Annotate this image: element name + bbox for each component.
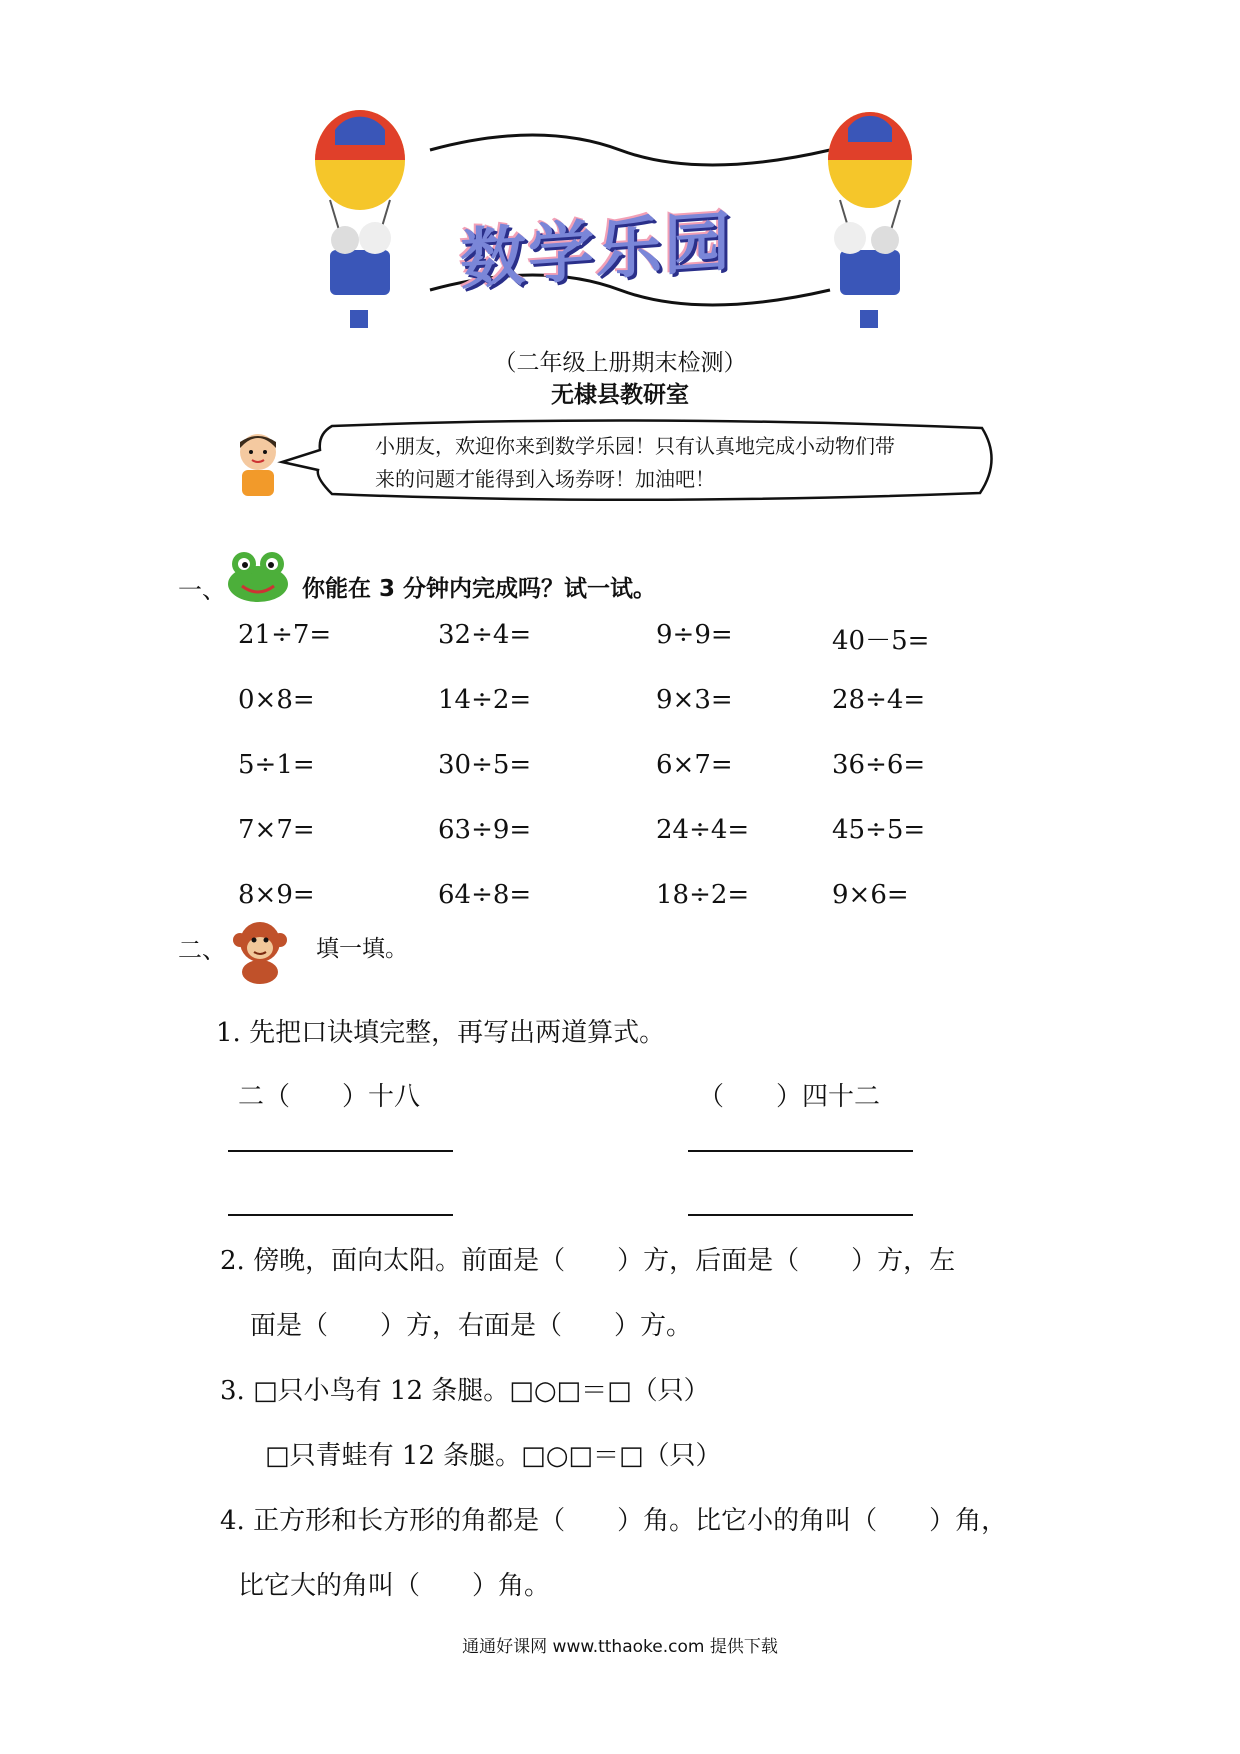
arithmetic-item: 28÷4= [832, 685, 926, 715]
q1-right-rhyme: （ ）四十二 [698, 1082, 881, 1112]
intro-line-1: 小朋友，欢迎你来到数学乐园！只有认真地完成小动物们带 [375, 434, 895, 458]
intro-text [375, 430, 975, 496]
arithmetic-item: 36÷6= [832, 750, 926, 780]
q2-line-2: 面是（ ）方，右面是（ ）方。 [250, 1311, 693, 1341]
q4-line-1: 4. 正方形和长方形的角都是（ ）角。比它小的角叫（ ）角， [220, 1506, 1008, 1536]
arithmetic-item: 45÷5= [832, 815, 926, 845]
exam-author: 无棣县教研室 [551, 382, 689, 408]
monkey-icon [228, 916, 292, 984]
q1-text: 1. 先把口诀填完整，再写出两道算式。 [216, 1018, 666, 1048]
arithmetic-item: 18÷2= [656, 880, 750, 910]
arithmetic-item: 40－5= [832, 626, 930, 656]
exam-subtitle: （二年级上册期末检测） [493, 350, 747, 376]
arithmetic-item: 0×8= [238, 685, 315, 715]
left-balloon-icon [315, 110, 405, 328]
q2-line-1: 2. 傍晚，面向太阳。前面是（ ）方，后面是（ ）方，左 [220, 1246, 956, 1276]
arithmetic-item: 32÷4= [438, 620, 532, 650]
intro-line-2: 来的问题才能得到入场券呀！加油吧！ [375, 467, 715, 491]
right-balloon-icon [828, 112, 912, 328]
answer-line[interactable] [688, 1150, 913, 1152]
section2-number: 二、 [178, 936, 226, 964]
frog-icon [220, 548, 296, 604]
answer-line[interactable] [228, 1214, 453, 1216]
arithmetic-item: 14÷2= [438, 685, 532, 715]
q1-left-rhyme: 二（ ）十八 [238, 1082, 421, 1112]
arithmetic-item: 8×9= [238, 880, 315, 910]
arithmetic-item: 21÷7= [238, 620, 332, 650]
arithmetic-item: 9×3= [656, 685, 733, 715]
arithmetic-item: 6×7= [656, 750, 733, 780]
q3-line-1: 3. □只小鸟有 12 条腿。□○□＝□（只） [220, 1376, 710, 1406]
arithmetic-item: 24÷4= [656, 815, 750, 845]
q4-line-2: 比它大的角叫（ ）角。 [238, 1571, 551, 1601]
arithmetic-item: 9×6= [832, 880, 909, 910]
arithmetic-item: 9÷9= [656, 620, 733, 650]
section1-number: 一、 [178, 576, 226, 604]
section1-title: 你能在 3 分钟内完成吗？试一试。 [302, 576, 657, 602]
q3-line-2: □只青蛙有 12 条腿。□○□＝□（只） [265, 1441, 722, 1471]
arithmetic-item: 64÷8= [438, 880, 532, 910]
section2-title: 填一填。 [316, 936, 408, 962]
banner-title: 数学乐园 [460, 202, 732, 299]
arithmetic-item: 63÷9= [438, 815, 532, 845]
footer-text: 通通好课网 www.tthaoke.com 提供下载 [462, 1637, 778, 1657]
answer-line[interactable] [688, 1214, 913, 1216]
arithmetic-item: 7×7= [238, 815, 315, 845]
answer-line[interactable] [228, 1150, 453, 1152]
arithmetic-item: 5÷1= [238, 750, 315, 780]
arithmetic-item: 30÷5= [438, 750, 532, 780]
